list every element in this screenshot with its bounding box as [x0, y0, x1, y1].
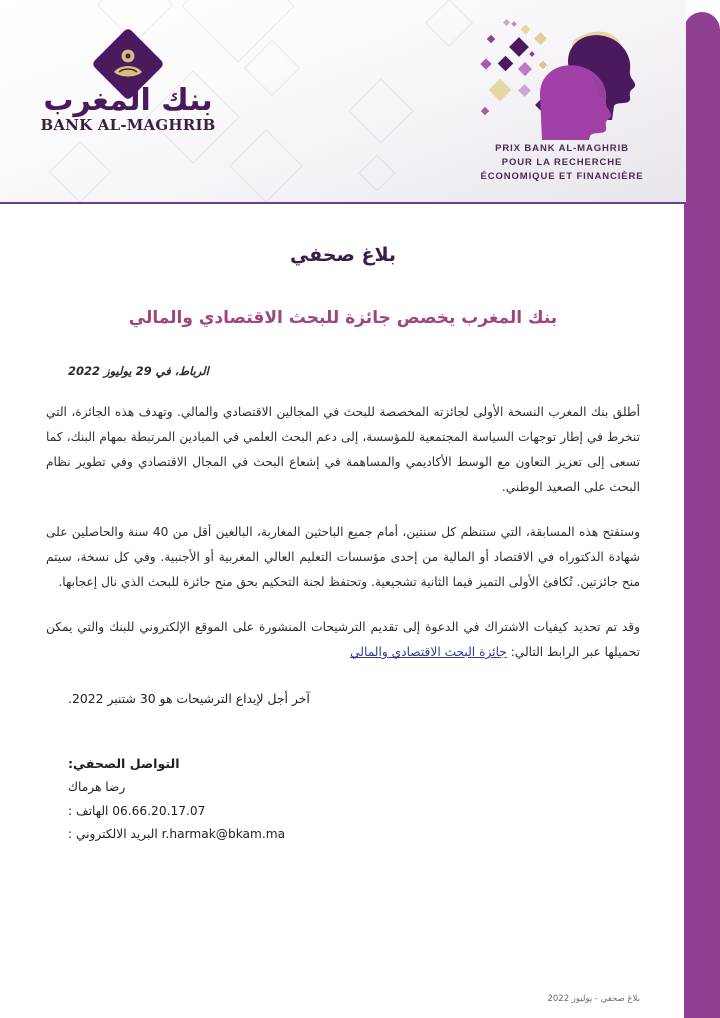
bank-logo-name-arabic: بنك المغرب [43, 83, 213, 118]
footer-note: بلاغ صحفي - يوليوز 2022 [547, 994, 640, 1004]
deadline-note: آخر أجل لإيداع الترشيحات هو 30 شتنبر 2022. [68, 691, 310, 707]
document-subtitle: بنك المغرب يخصص جائزة للبحث الاقتصادي والمالي [128, 308, 558, 328]
contact-email [68, 823, 640, 847]
paragraph-3 [46, 615, 640, 665]
bank-logo-name-latin: BANK AL-MAGHRIB [40, 116, 216, 134]
prize-caption-line-1: PRIX BANK AL-MAGHRIB [495, 143, 629, 154]
prize-caption-line-3: ÉCONOMIQUE ET FINANCIÈRE [480, 171, 644, 183]
paragraph-2: وستفتح هذه المسابقة، التي ستنظم كل سنتين، أمام جميع الباحثين المغاربة، البالغين أقل من 40 سنة والحاصلين على شهادة الدكتوراه في الاقتصاد أو المالية من إحدى مؤسسات التعليم العالي المغربية أو الأجنبية. وفي كل نسخة، سيتم منح جائزتين. تُكافئ الأولى التميز فيما الثانية تشجيعية. وتحتفظ لجنة التحكيم بحق منح جائزة للبحث الذي نال إعجابها. [46, 525, 640, 590]
contact-heading: التواصل الصحفي: [68, 755, 180, 771]
contact-phone [68, 800, 640, 824]
prize-logo [462, 16, 662, 194]
prize-caption-line-2: POUR LA RECHERCHE [501, 157, 623, 169]
contact-email-label: البريد الالكتروني : [68, 827, 158, 842]
page-title: بلاغ صحفي [289, 244, 397, 266]
right-purple-band [684, 12, 720, 1018]
paragraph-1: أطلق بنك المغرب النسخة الأولى لجائزته المخصصة للبحث في المجالين الاقتصادي والمالي. وتهدف هذه الجائزة، التي تنخرط في إطار توجهات السياسة المجتمعية للمؤسسة، إلى دعم البحث العلمي في الميادين المرتبطة بمهام البنك، كما تسعى إلى تعزيز التعاون مع الوسط الأكاديمي والمساهمة في إشعاع البحث في المجال الاقتصادي وفي تطوير نظام البحث على الصعيد الوطني. [46, 405, 640, 495]
prize-logo-caption [462, 142, 662, 184]
prize-head-profiles-icon [476, 16, 648, 140]
document-header [0, 0, 686, 204]
paragraph-3-text: وقد تم تحديد كيفيات الاشتراك في الدعوة إلى تقديم الترشيحات المنشورة على الموقع الإلكتروني للبنك والتي يمكن تحميلها عبر الرابط التالي: [46, 620, 640, 660]
contact-phone-label: الهاتف : [68, 803, 109, 818]
bank-al-maghrib-logo [28, 32, 228, 140]
press-contact-block [46, 751, 640, 848]
nomination-call-link[interactable]: جائزة البحث الاقتصادي والمالي [350, 645, 507, 660]
document-body [0, 206, 686, 1018]
decorative-diamond-icon [359, 155, 396, 192]
contact-phone-value: 06.66.20.17.07 [112, 803, 206, 818]
dateline: الرباط، في 29 يوليوز 2022 [68, 364, 209, 378]
contact-person: رضا هرماك [68, 779, 126, 794]
contact-email-value[interactable]: r.harmak@bkam.ma [161, 827, 286, 842]
decorative-diamond-icon [348, 78, 413, 143]
decorative-diamond-icon [49, 141, 111, 203]
decorative-diamond-icon [229, 129, 303, 203]
